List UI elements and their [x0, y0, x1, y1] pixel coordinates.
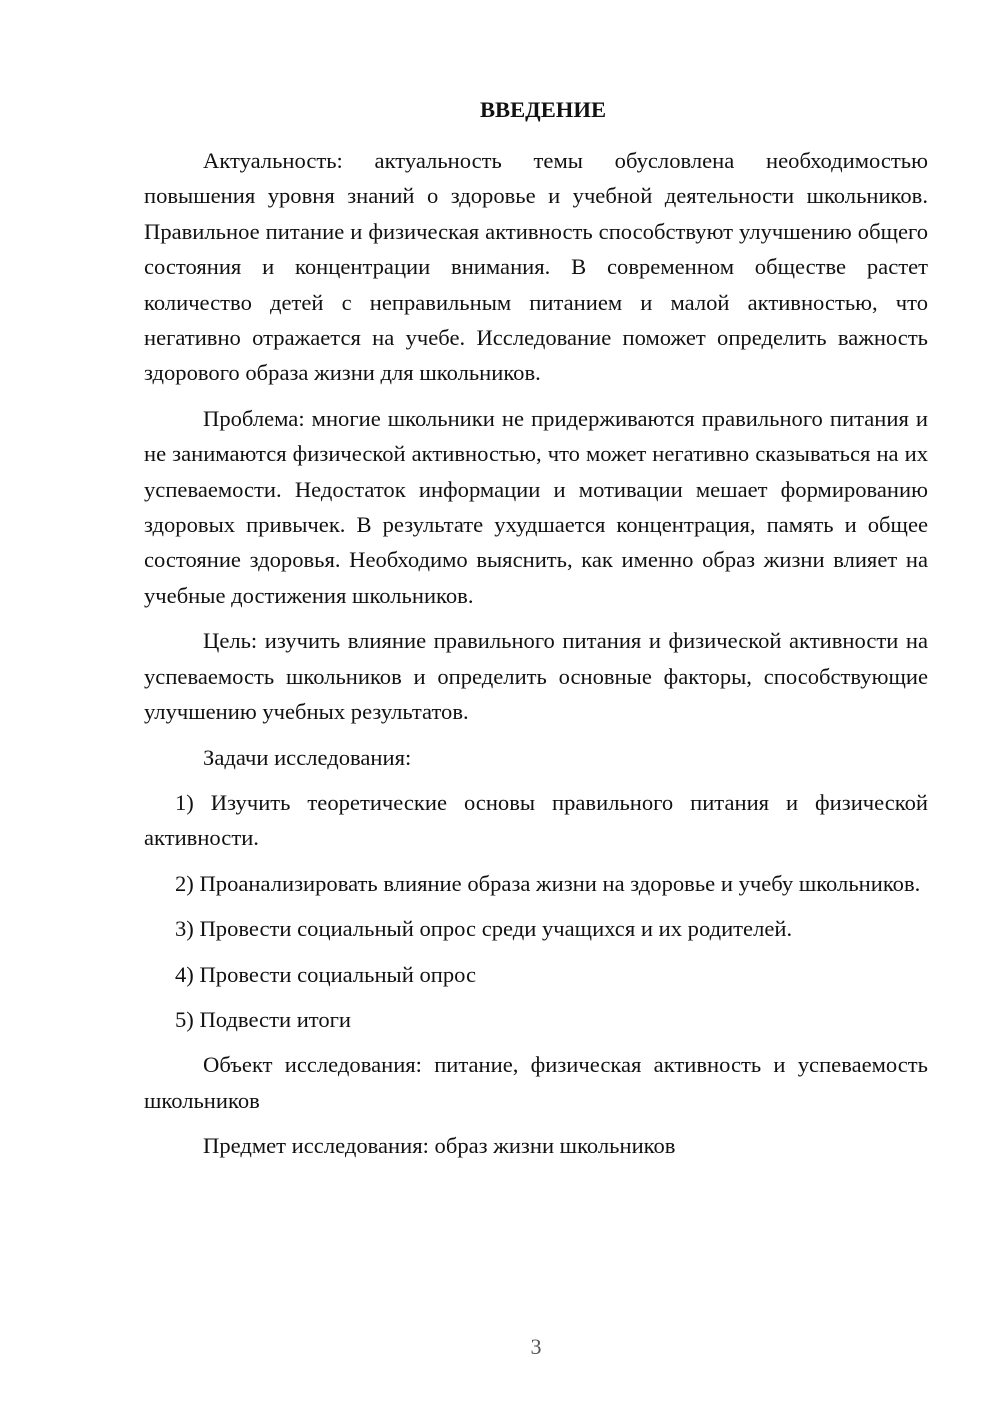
tasks-heading: Задачи исследования:	[203, 744, 412, 770]
subject-paragraph: Предмет исследования: образ жизни школьников	[203, 1133, 676, 1159]
task-item-5: 5) Подвести итоги	[175, 1006, 352, 1032]
object-paragraph: Объект исследования: питание, физическая активность и успеваемость школьников	[144, 1052, 928, 1113]
page-title: ВВЕДЕНИЕ	[479, 97, 607, 122]
page-body	[144, 92, 928, 1174]
page-number: 3	[530, 1334, 542, 1359]
task-item-4: 4) Провести социальный опрос	[175, 961, 477, 987]
task-item-3: 3) Провести социальный опрос среди учащихся и их родителей.	[175, 916, 793, 942]
problem-paragraph: Проблема: многие школьники не придерживаются правильного питания и не занимаются физической активностью, что может негативно сказываться на их успеваемости. Недостаток информации и мотивации мешает формированию здоровых привычек. В результате ухудшается концентрация, память и общее состояние здоровья. Необходимо выяснить, как именно образ жизни влияет на учебные достижения школьников.	[144, 405, 928, 608]
goal-paragraph: Цель: изучить влияние правильного питания и физической активности на успеваемость школьников и определить основные факторы, способствующие улучшению учебных результатов.	[144, 628, 928, 725]
task-item-1: 1) Изучить теоретические основы правильного питания и физической активности.	[144, 789, 928, 851]
tasks-list	[144, 785, 928, 1037]
task-item-2: 2) Проанализировать влияние образа жизни на здоровье и учебу школьников.	[175, 870, 921, 896]
relevance-paragraph: Актуальность: актуальность темы обусловлена необходимостью повышения уровня знаний о здоровье и учебной деятельности школьников. Правильное питание и физическая активность способствуют улучшению общего состояния и концентрации внимания. В современном обществе растет количество детей с неправильным питанием и малой активностью, что негативно отражается на учебе. Исследование поможет определить важность здорового образа жизни для школьников.	[144, 148, 928, 386]
